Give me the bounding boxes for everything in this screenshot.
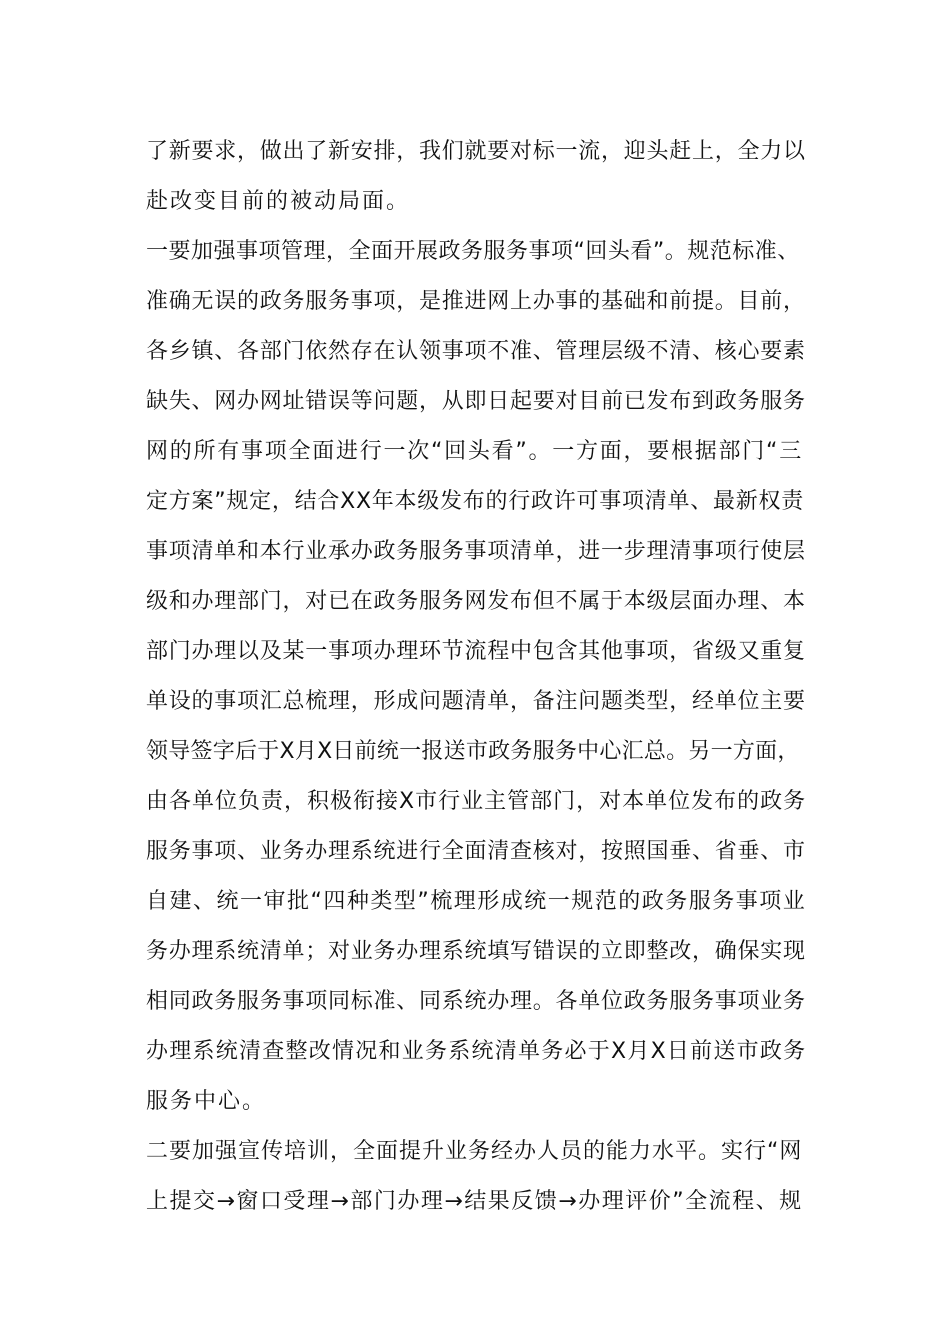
text-line: 务办理系统清单；对业务办理系统填写错误的立即整改，确保实现 — [146, 939, 806, 964]
text-line: 服务中心。 — [146, 1089, 267, 1114]
text-line: 定方案”规定，结合XX年本级发布的行政许可事项清单、最新权责 — [146, 489, 805, 514]
text-line: 二要加强宣传培训，全面提升业务经办人员的能力水平。实行“网 — [146, 1139, 803, 1164]
text-line: 级和办理部门，对已在政务服务网发布但不属于本级层面办理、本 — [146, 589, 806, 614]
text-line: 各乡镇、各部门依然存在认领事项不准、管理层级不清、核心要素 — [146, 339, 806, 364]
text-line: 缺失、网办网址错误等问题，从即日起要对目前已发布到政务服务 — [146, 389, 806, 414]
text-line: 领导签字后于X月X日前统一报送市政务服务中心汇总。另一方面， — [146, 739, 800, 764]
text-line: 赴改变目前的被动局面。 — [146, 189, 411, 214]
text-line: 准确无误的政务服务事项，是推进网上办事的基础和前提。目前， — [146, 289, 806, 314]
text-line: 了新要求，做出了新安排，我们就要对标一流，迎头赶上，全力以 — [146, 139, 806, 164]
text-line: 相同政务服务事项同标准、同系统办理。各单位政务服务事项业务 — [146, 989, 806, 1014]
text-line: 部门办理以及某一事项办理环节流程中包含其他事项，省级又重复 — [146, 639, 806, 664]
text-line: 网的所有事项全面进行一次“回头看”。一方面，要根据部门“三 — [146, 439, 803, 464]
text-line: 事项清单和本行业承办政务服务事项清单，进一步理清事项行使层 — [146, 539, 806, 564]
text-line: 服务事项、业务办理系统进行全面清查核对，按照国垂、省垂、市 — [146, 839, 806, 864]
text-line: 一要加强事项管理，全面开展政务服务事项“回头看”。规范标准、 — [146, 239, 800, 264]
text-line: 由各单位负责，积极衔接X市行业主管部门，对本单位发布的政务 — [146, 789, 807, 814]
text-line: 单设的事项汇总梳理，形成问题清单，备注问题类型，经单位主要 — [146, 689, 806, 714]
text-line: 办理系统清查整改情况和业务系统清单务必于X月X日前送市政务 — [146, 1039, 807, 1064]
text-line: 自建、统一审批“四种类型”梳理形成统一规范的政务服务事项业 — [146, 889, 807, 914]
text-line: 上提交→窗口受理→部门办理→结果反馈→办理评价”全流程、规 — [146, 1189, 803, 1214]
